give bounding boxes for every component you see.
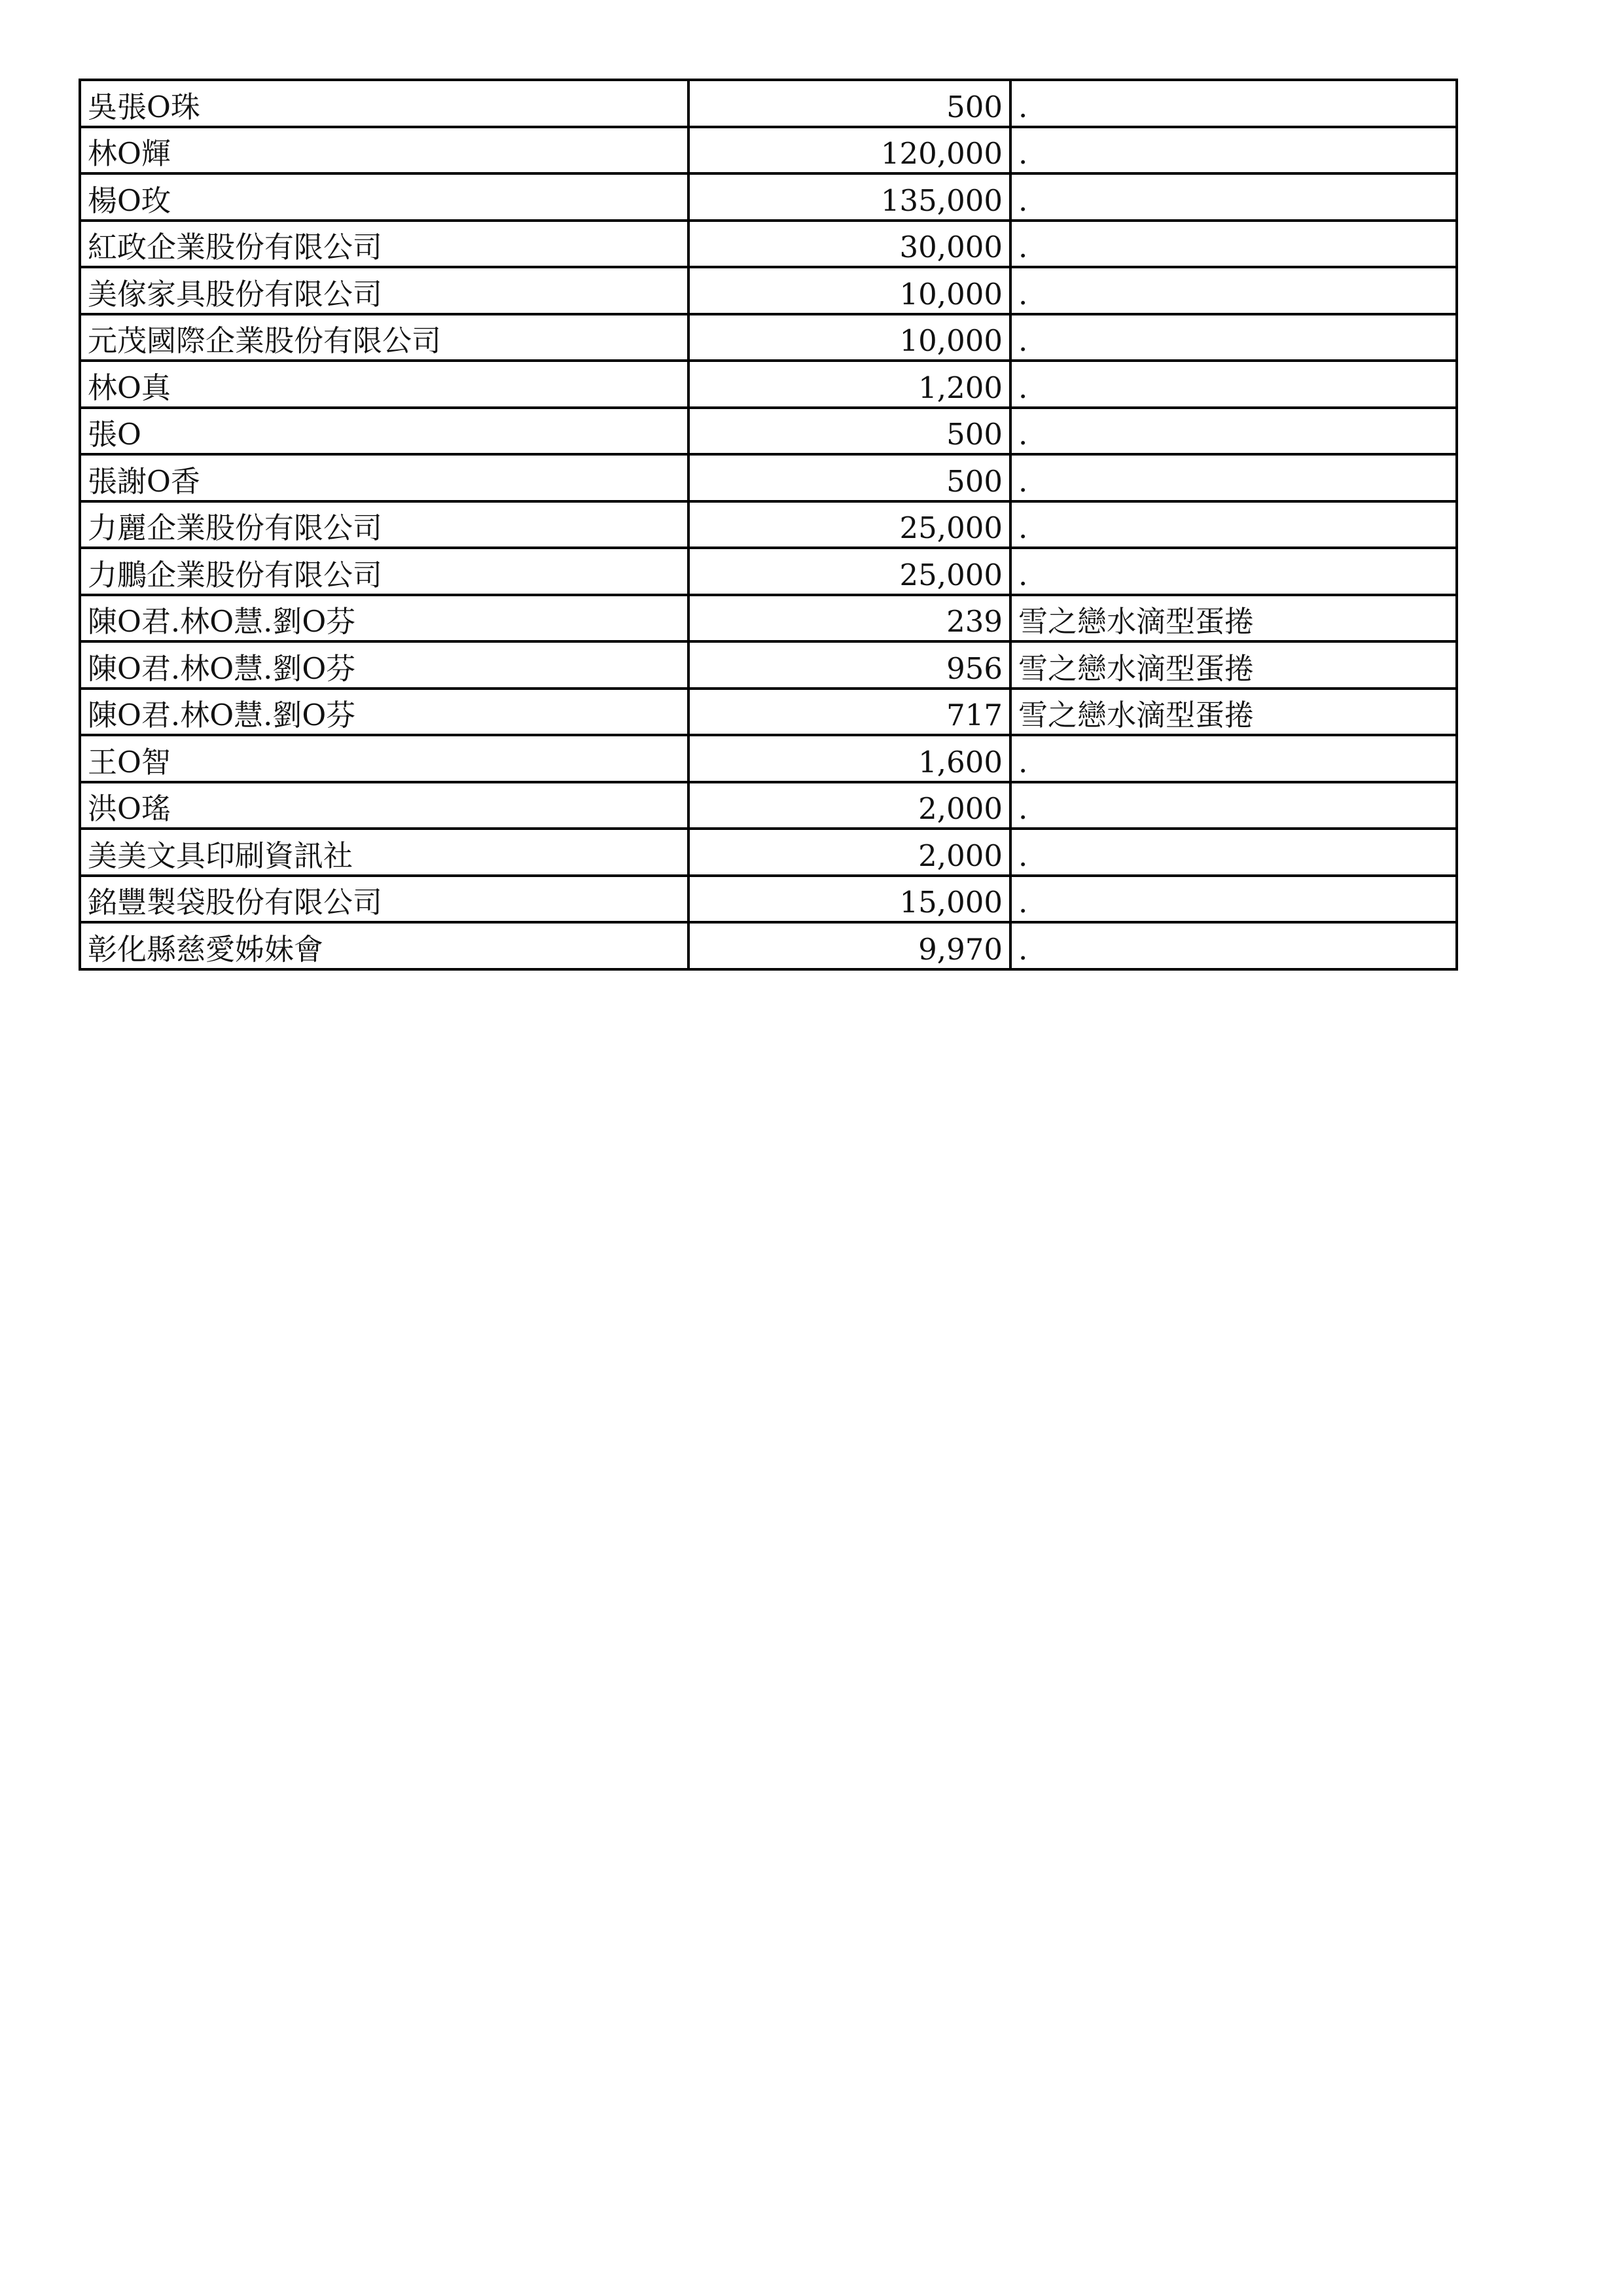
table-row <box>80 80 1457 127</box>
table-row <box>80 829 1457 876</box>
amount-cell: 500 <box>688 408 1010 455</box>
amount-cell: 9,970 <box>688 922 1010 969</box>
amount-cell: 135,000 <box>688 173 1010 221</box>
donor-name-cell: 美美文具印刷資訊社 <box>80 829 688 876</box>
table-row <box>80 314 1457 361</box>
note-cell: . <box>1010 127 1457 174</box>
table-row <box>80 548 1457 595</box>
donor-name-cell: 元茂國際企業股份有限公司 <box>80 314 688 361</box>
table-row <box>80 501 1457 548</box>
donor-name-cell: 洪O瑤 <box>80 782 688 829</box>
amount-cell: 500 <box>688 454 1010 501</box>
table-row <box>80 127 1457 174</box>
note-cell: . <box>1010 173 1457 221</box>
table-row <box>80 641 1457 689</box>
donor-name-cell: 紅政企業股份有限公司 <box>80 221 688 268</box>
donor-name-cell: 力麗企業股份有限公司 <box>80 501 688 548</box>
amount-cell: 2,000 <box>688 782 1010 829</box>
donor-name-cell: 陳O君.林O慧.劉O芬 <box>80 689 688 736</box>
note-cell: 雪之戀水滴型蛋捲 <box>1010 689 1457 736</box>
amount-cell: 239 <box>688 595 1010 642</box>
table-row <box>80 361 1457 408</box>
table-row <box>80 735 1457 782</box>
donor-name-cell: 張O <box>80 408 688 455</box>
table-row <box>80 454 1457 501</box>
note-cell: . <box>1010 267 1457 314</box>
table-row <box>80 173 1457 221</box>
amount-cell: 1,600 <box>688 735 1010 782</box>
donor-name-cell: 陳O君.林O慧.劉O芬 <box>80 641 688 689</box>
donor-name-cell: 林O真 <box>80 361 688 408</box>
amount-cell: 1,200 <box>688 361 1010 408</box>
table-row <box>80 595 1457 642</box>
amount-cell: 717 <box>688 689 1010 736</box>
table-row <box>80 408 1457 455</box>
note-cell: . <box>1010 548 1457 595</box>
donor-name-cell: 王O智 <box>80 735 688 782</box>
amount-cell: 10,000 <box>688 267 1010 314</box>
note-cell: . <box>1010 454 1457 501</box>
table-row <box>80 689 1457 736</box>
note-cell: 雪之戀水滴型蛋捲 <box>1010 595 1457 642</box>
donor-name-cell: 張謝O香 <box>80 454 688 501</box>
amount-cell: 120,000 <box>688 127 1010 174</box>
donation-table-body <box>80 80 1457 969</box>
donor-name-cell: 林O輝 <box>80 127 688 174</box>
note-cell: . <box>1010 408 1457 455</box>
table-row <box>80 267 1457 314</box>
amount-cell: 15,000 <box>688 876 1010 923</box>
note-cell: . <box>1010 922 1457 969</box>
note-cell: . <box>1010 876 1457 923</box>
amount-cell: 956 <box>688 641 1010 689</box>
table-row <box>80 876 1457 923</box>
note-cell: . <box>1010 314 1457 361</box>
donor-name-cell: 楊O玫 <box>80 173 688 221</box>
note-cell: . <box>1010 361 1457 408</box>
note-cell: . <box>1010 735 1457 782</box>
table-row <box>80 782 1457 829</box>
amount-cell: 25,000 <box>688 548 1010 595</box>
donor-name-cell: 吳張O珠 <box>80 80 688 127</box>
note-cell: . <box>1010 782 1457 829</box>
table-row <box>80 221 1457 268</box>
amount-cell: 2,000 <box>688 829 1010 876</box>
amount-cell: 30,000 <box>688 221 1010 268</box>
donor-name-cell: 陳O君.林O慧.劉O芬 <box>80 595 688 642</box>
donation-table <box>79 79 1458 971</box>
note-cell: . <box>1010 221 1457 268</box>
donor-name-cell: 彰化縣慈愛姊妹會 <box>80 922 688 969</box>
note-cell: 雪之戀水滴型蛋捲 <box>1010 641 1457 689</box>
table-row <box>80 922 1457 969</box>
donor-name-cell: 力鵬企業股份有限公司 <box>80 548 688 595</box>
note-cell: . <box>1010 80 1457 127</box>
donor-name-cell: 美傢家具股份有限公司 <box>80 267 688 314</box>
note-cell: . <box>1010 829 1457 876</box>
amount-cell: 500 <box>688 80 1010 127</box>
amount-cell: 10,000 <box>688 314 1010 361</box>
donor-name-cell: 銘豐製袋股份有限公司 <box>80 876 688 923</box>
note-cell: . <box>1010 501 1457 548</box>
amount-cell: 25,000 <box>688 501 1010 548</box>
